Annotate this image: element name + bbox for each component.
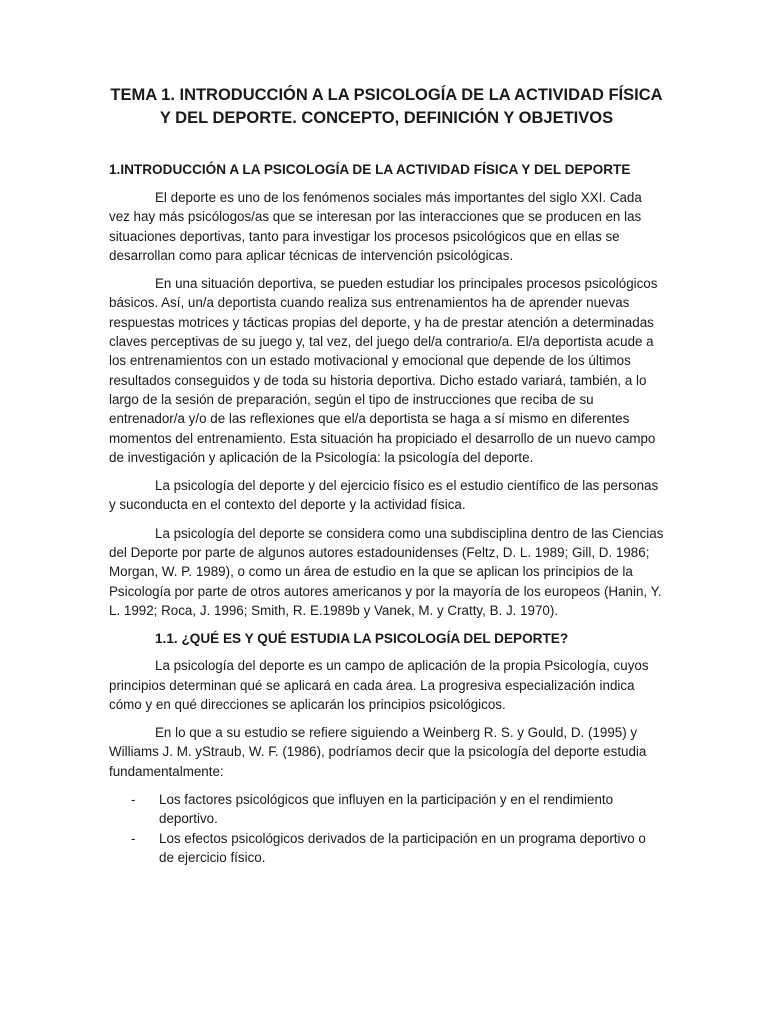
paragraph-intro-3: La psicología del deporte y del ejercicio físico es el estudio científico de las personas y suconducta en el contexto del deporte y la actividad física. <box>109 478 659 513</box>
list-dash-marker: - <box>131 792 136 808</box>
paragraph-sub-1: La psicología del deporte es un campo de aplicación de la propia Psicología, cuyos principios determinan qué se aplicará en cada área. La progresiva especialización indica cómo y en qué direcciones se aplicarán los principios psicológicos. <box>109 658 649 712</box>
bullet-list <box>109 790 664 867</box>
paragraph-intro-2: En una situación deportiva, se pueden estudiar los principales procesos psicológicos básicos. Así, un/a deportista cuando realiza sus entrenamientos ha de aprender nuevas respuestas motrices y tácticas propias del deporte, y ha de prestar atención a determinadas claves perceptivas de su juego y, tal vez, del juego del/a contrario/a. El/a deportista acude a los entrenamientos con un estado motivacional y emocional que depende de los últimos resultados conseguidos y de toda su historia deportiva. Dicho estado variará, también, a lo largo de la sesión de preparación, según el tipo de instrucciones que reciba de su entrenador/a y/o de las reflexiones que el/a deportista se haga a sí mismo en diferentes momentos del entrenamiento. Esta situación ha propiciado el desarrollo de un nuevo campo de investigación y aplicación de la Psicología: la psicología del deporte. <box>109 276 658 465</box>
list-item-text: Los efectos psicológicos derivados de la participación en un programa deportivo o de ejercicio físico. <box>159 830 646 865</box>
paragraph-intro-1: El deporte es uno de los fenómenos sociales más importantes del siglo XXI. Cada vez hay más psicólogos/as que se interesan por las interacciones que se producen en las situaciones deportivas, tanto para investigar los procesos psicológicos que en ellas se desarrollan como para aplicar técnicas de intervención psicológicas. <box>109 190 642 263</box>
paragraph-sub-2: En lo que a su estudio se refiere siguiendo a Weinberg R. S. y Gould, D. (1995) y Williams J. M. yStraub, W. F. (1986), podríamos decir que la psicología del deporte estudia fundamentalmente: <box>109 725 647 779</box>
paragraph-intro-4: La psicología del deporte se considera como una subdisciplina dentro de las Ciencias del Deporte por parte de algunos autores estadounidenses (Feltz, D. L. 1989; Gill, D. 1986; Morgan, W. P. 1989), o como un área de estudio en la que se aplican los principios de la Psicología por parte de otros autores americanos y por la mayoría de los europeos (Hanin, Y. L. 1992; Roca, J. 1996; Smith, R. E.1989b y Vanek, M. y Cratty, B. J. 1970). <box>109 525 664 618</box>
document-title: TEMA 1. INTRODUCCIÓN A LA PSICOLOGÍA DE LA ACTIVIDAD FÍSICA Y DEL DEPORTE. CONCEPTO, DEFINICIÓN Y OBJETIVOS <box>110 86 663 127</box>
subsection-heading: 1.1. ¿QUÉ ES Y QUÉ ESTUDIA LA PSICOLOGÍA DEL DEPORTE? <box>155 631 569 647</box>
list-item <box>109 829 664 868</box>
section-heading: 1.INTRODUCCIÓN A LA PSICOLOGÍA DE LA ACTIVIDAD FÍSICA Y DEL DEPORTE <box>109 162 631 177</box>
list-item <box>109 790 664 829</box>
list-item-text: Los factores psicológicos que influyen en la participación y en el rendimiento deportivo. <box>159 792 614 827</box>
list-dash-marker: - <box>131 830 136 846</box>
